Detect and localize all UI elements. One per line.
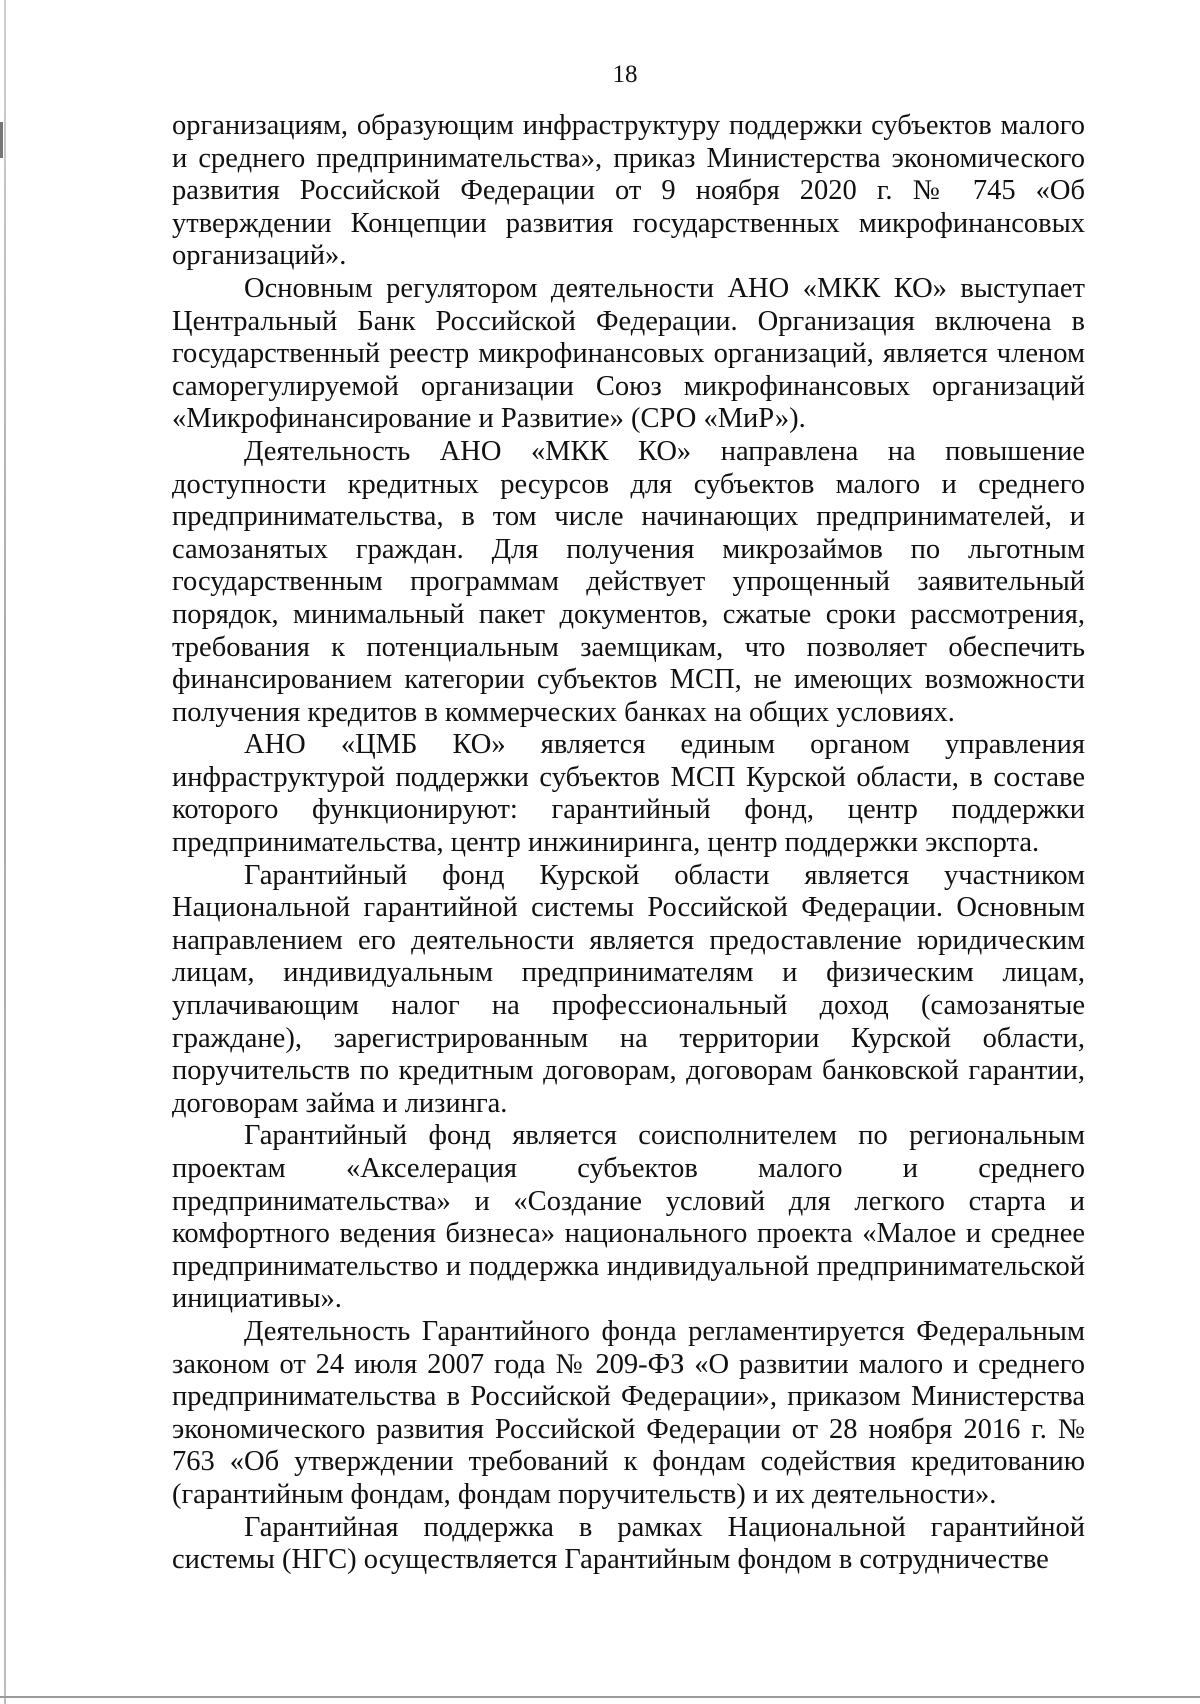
scan-edge-left xyxy=(4,0,6,1704)
paragraph: Гарантийная поддержка в рамках Национальной гарантийной системы (НГС) осуществляется Гарантийным фондом в сотрудничестве xyxy=(172,1511,1085,1576)
paragraph: Гарантийный фонд Курской области является участником Национальной гарантийной системы Российской Федерации. Основным направлением его деятельности является предоставление юридическим лицам, индивидуальным предпринимателям и физическим лицам, уплачивающим налог на профессиональный доход (самозанятые граждане), зарегистрированным на территории Курской области, поручительств по кредитным договорам, договорам банковской гарантии, договорам займа и лизинга. xyxy=(172,859,1085,1119)
scan-edge-mark xyxy=(0,122,3,158)
paragraph: Деятельность АНО «МКК КО» направлена на повышение доступности кредитных ресурсов для субъектов малого и среднего предпринимательства, в том числе начинающих предпринимателей, и самозанятых граждан. Для получения микрозаймов по льготным государственным программам действует упрощенный заявительный порядок, минимальный пакет документов, сжатые сроки рассмотрения, требования к потенциальным заемщикам, что позволяет обеспечить финансированием категории субъектов МСП, не имеющих возможности получения кредитов в коммерческих банках на общих условиях. xyxy=(172,435,1085,728)
paragraph-continuation: организациям, образующим инфраструктуру поддержки субъектов малого и среднего предпринимательства», приказ Министерства экономического развития Российской Федерации от 9 ноября 2020 г. № 745 «Об утверждении Концепции развития государственных микрофинансовых организаций». xyxy=(172,110,1085,272)
paragraph: Основным регулятором деятельности АНО «МКК КО» выступает Центральный Банк Российской Федерации. Организация включена в государственный реестр микрофинансовых организаций, является членом саморегулируемой организации Союз микрофинансовых организаций «Микрофинансирование и Развитие» (СРО «МиР»). xyxy=(172,272,1085,435)
paragraph: Гарантийный фонд является соисполнителем по региональным проектам «Акселерация субъектов малого и среднего предпринимательства» и «Создание условий для легкого старта и комфортного ведения бизнеса» национального проекта «Малое и среднее предпринимательство и поддержка индивидуальной предпринимательской инициативы». xyxy=(172,1120,1085,1315)
page-number: 18 xyxy=(612,61,638,88)
paragraph: АНО «ЦМБ КО» является единым органом управления инфраструктурой поддержки субъектов МСП Курской области, в составе которого функционируют: гарантийный фонд, центр поддержки предпринимательства, центр инжиниринга, центр поддержки экспорта. xyxy=(172,729,1085,859)
paragraph: Деятельность Гарантийного фонда регламентируется Федеральным законом от 24 июля 2007 года № 209-ФЗ «О развитии малого и среднего предпринимательства в Российской Федерации», приказом Министерства экономического развития Российской Федерации от 28 ноября 2016 г. № 763 «Об утверждении требований к фондам содействия кредитованию (гарантийным фондам, фондам поручительств) и их деятельности». xyxy=(172,1315,1085,1510)
scan-edge-bottom xyxy=(0,1696,1200,1698)
document-body xyxy=(172,110,1085,1577)
